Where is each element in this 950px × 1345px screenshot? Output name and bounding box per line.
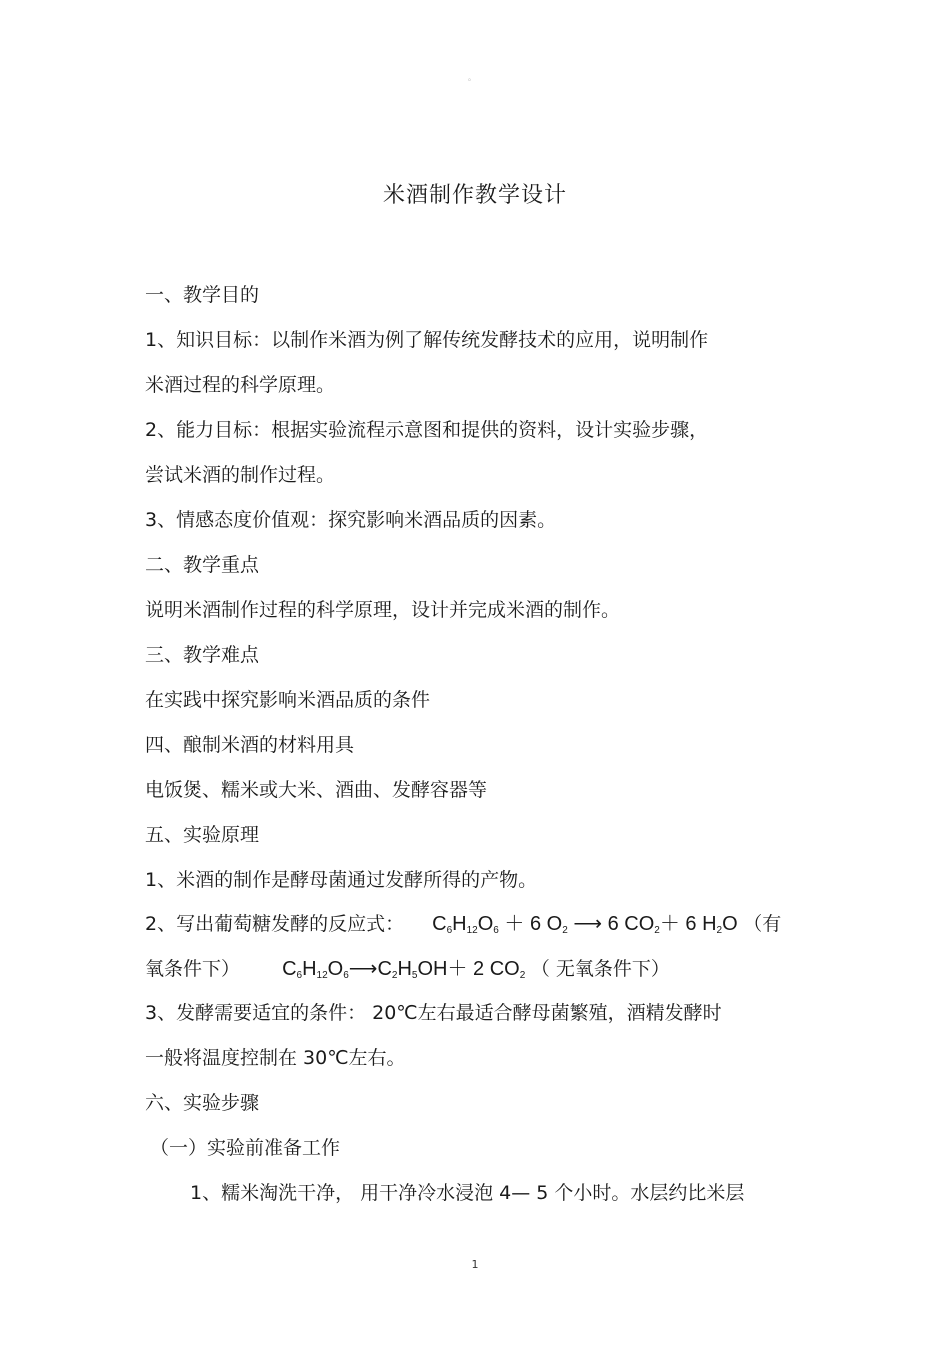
equation-suffix: （ 无氧条件下） [530,958,670,980]
section-heading: 一、教学目的 [145,284,260,306]
paragraph-line: 说明米酒制作过程的科学原理，设计并完成米酒的制作。 [145,599,621,621]
aerobic-equation: $C_6H_{12}O_6 + 6$ $O_2$ ⟶ 6 $CO_2+ 6$ $H_2O$ [432,913,738,936]
anaerobic-equation-line [145,956,670,989]
equation-suffix: （有 [743,913,782,935]
paragraph-line: 2、能力目标：根据实验流程示意图和提供的资料，设计实验步骤， [145,419,709,441]
paragraph-line: 尝试米酒的制作过程。 [145,464,336,486]
section-heading: 二、教学重点 [145,554,260,576]
sub-heading: （一）实验前准备工作 [150,1137,341,1159]
aerobic-equation-line [145,911,781,944]
paragraph-line: 在实践中探究影响米酒品质的条件 [145,689,431,711]
header-dot: 。 [468,73,476,82]
equation-prefix: 氧条件下） [145,958,241,980]
paragraph-line: 1、米酒的制作是酵母菌通过发酵所得的产物。 [145,869,538,891]
arrow-icon: ⟶ [573,913,603,935]
equation-prefix: 2、写出葡萄糖发酵的反应式： [145,913,405,935]
arrow-icon: ⟶ [348,958,378,980]
paragraph-line: 米酒过程的科学原理。 [145,374,336,396]
paragraph-line: 1、知识目标：以制作米酒为例了解传统发酵技术的应用，说明制作 [145,329,709,351]
paragraph-line: 电饭煲、糯米或大米、酒曲、发酵容器等 [145,779,488,801]
page-number: 1 [471,1258,479,1271]
section-heading: 六、实验步骤 [145,1092,260,1114]
page-title: 米酒制作教学设计 [382,183,567,208]
step-line: 1、糯米淘洗干净， 用干净冷水浸泡 4— 5 个小时。水层约比米层 [190,1182,745,1204]
anaerobic-equation: $C_6H_{12}O_6⟶C_2H_5OH+ 2$ $CO_2$ [282,958,526,981]
paragraph-line: 3、发酵需要适宜的条件： 20℃左右最适合酵母菌繁殖，酒精发酵时 [145,1002,722,1024]
paragraph-line: 3、情感态度价值观：探究影响米酒品质的因素。 [145,509,557,531]
section-heading: 五、实验原理 [145,824,260,846]
paragraph-line: 一般将温度控制在 30℃左右。 [145,1047,406,1069]
section-heading: 三、教学难点 [145,644,260,666]
section-heading: 四、酿制米酒的材料用具 [145,734,355,756]
